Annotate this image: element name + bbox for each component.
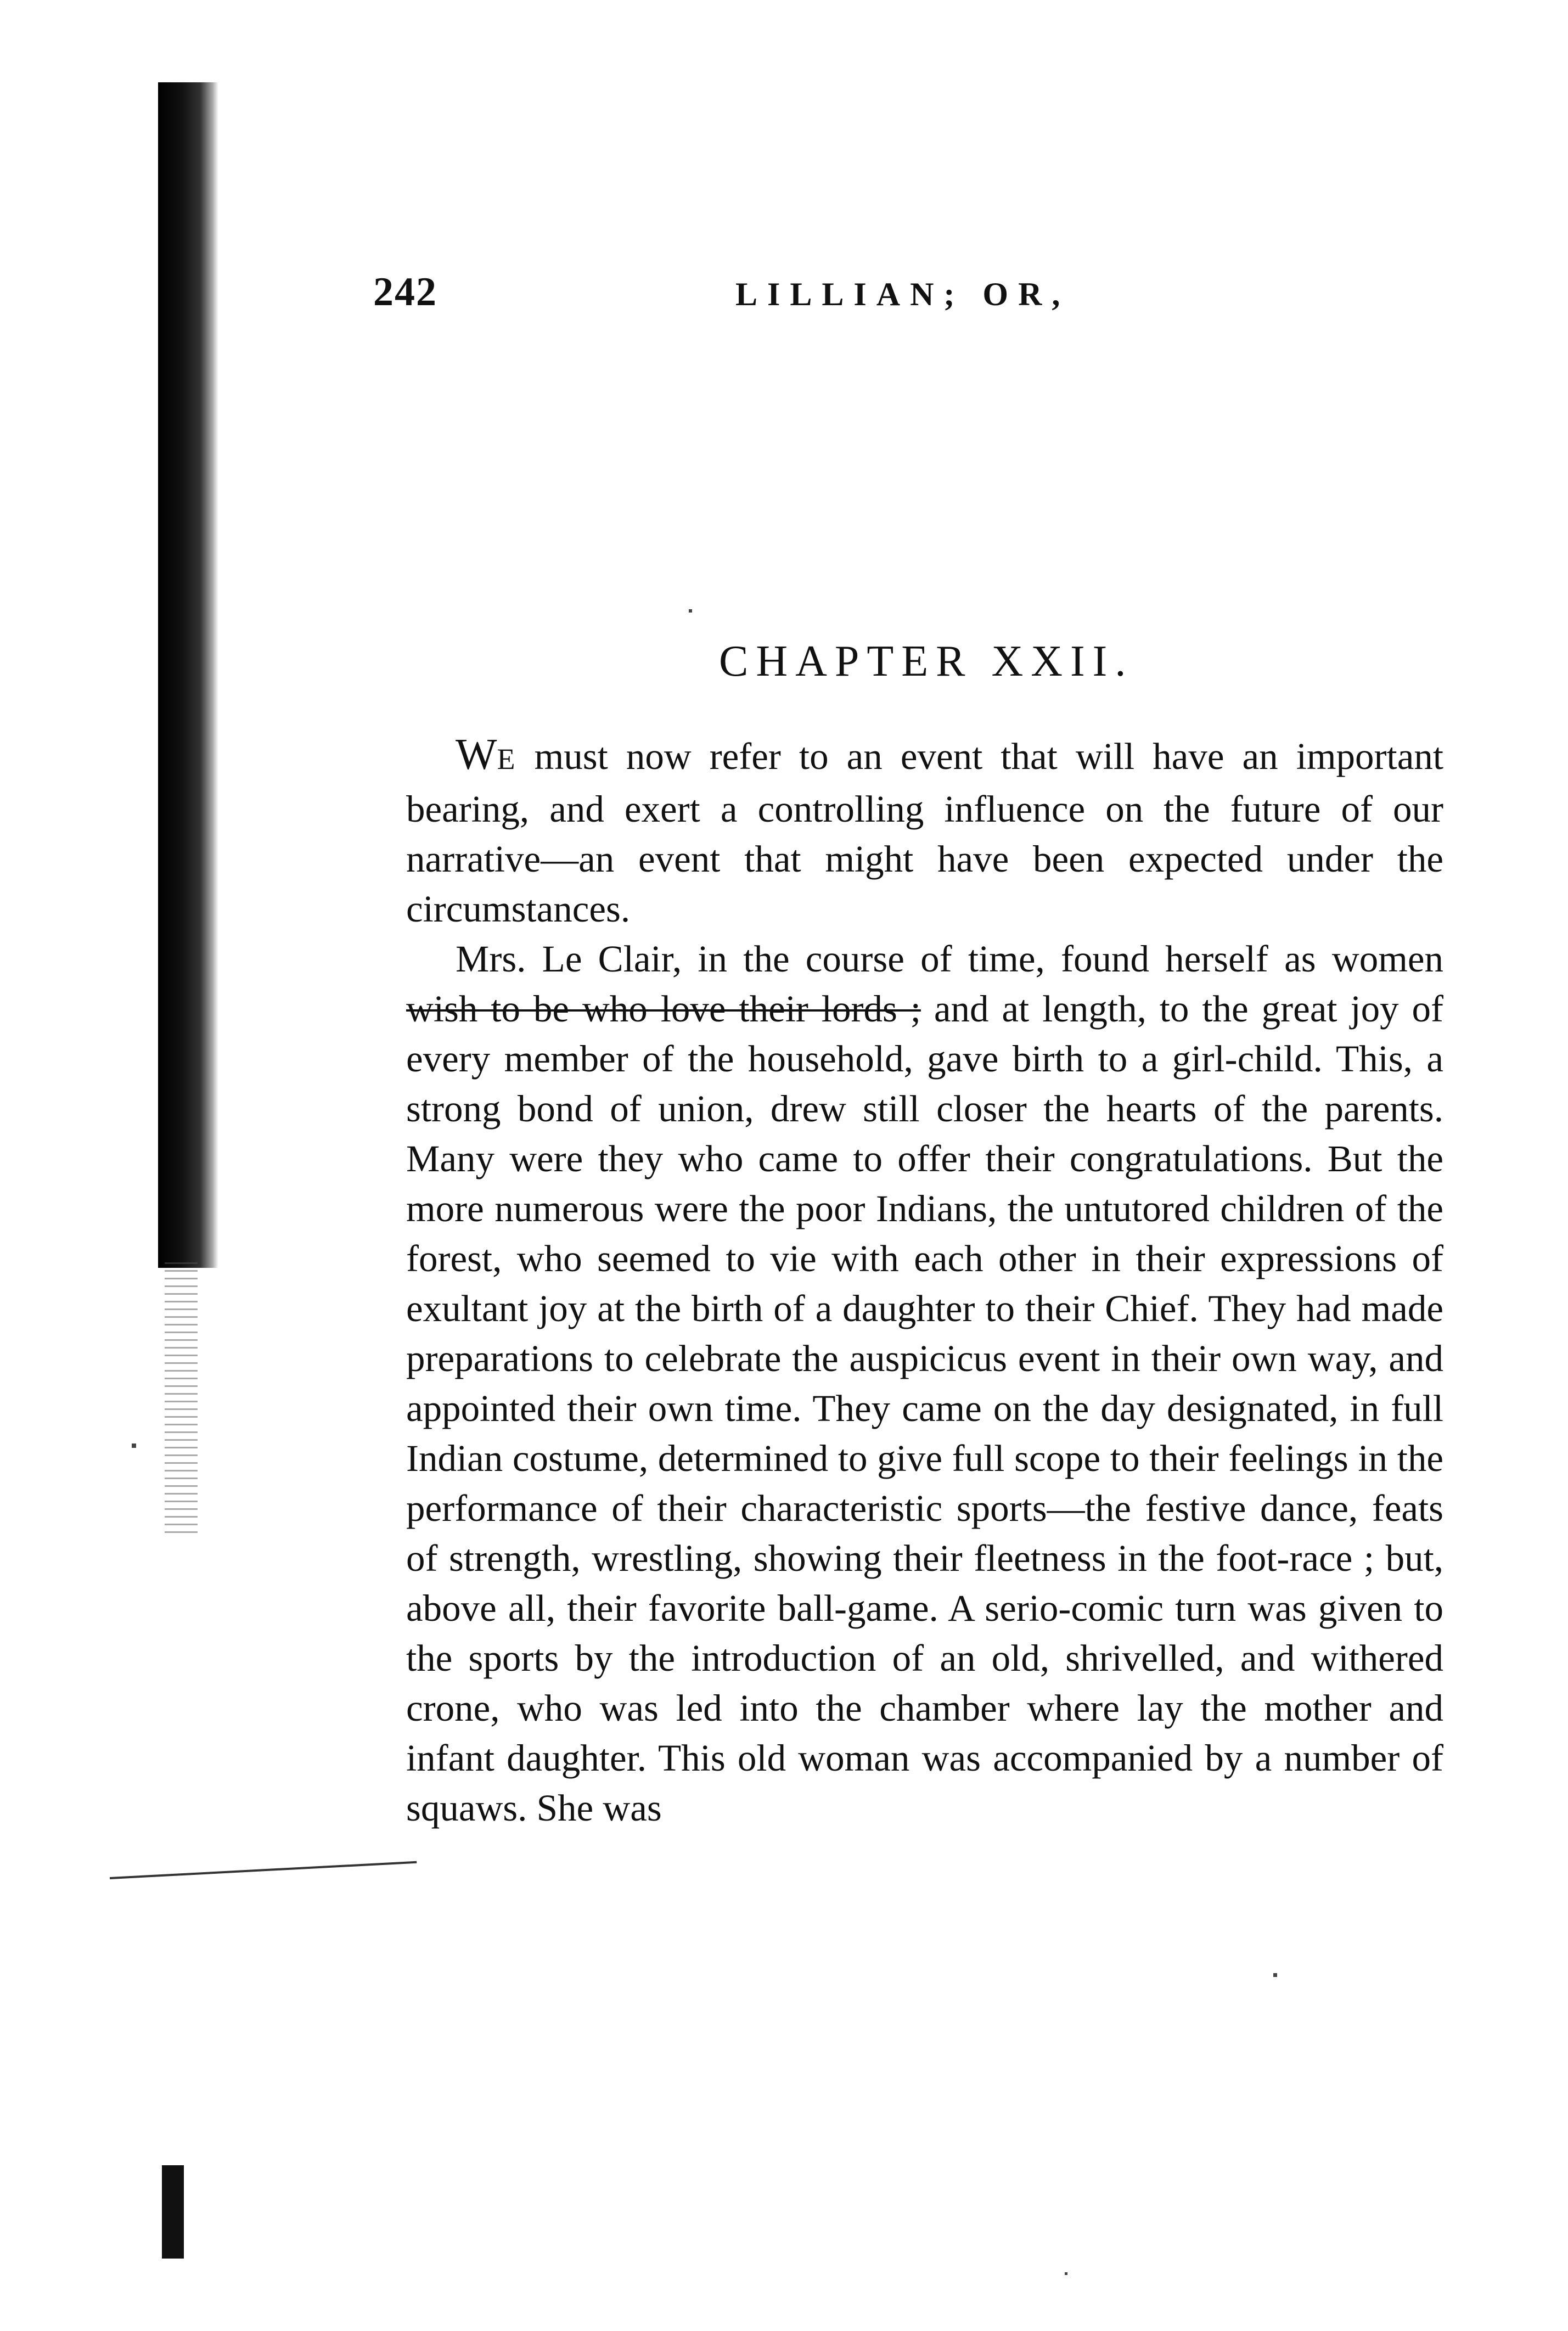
page-header	[373, 269, 1142, 346]
stray-speck	[132, 1443, 136, 1448]
body-text	[406, 730, 1443, 1833]
initial-letter: W	[456, 731, 497, 779]
stray-speck	[689, 609, 692, 613]
stray-pen-mark	[110, 1861, 417, 1879]
stray-speck	[1273, 1973, 1277, 1977]
struck-through-text: wish to be who love their lords ;	[406, 988, 921, 1030]
stray-speck	[1065, 2272, 1067, 2275]
chapter-title: CHAPTER XXII.	[719, 637, 1134, 686]
paragraph-1-text: must now refer to an event that will have an important bearing, and exert a controlling influence on the future of our narrative—an event that might have been expected under the circumstances.	[406, 735, 1443, 930]
binding-shadow-fade	[165, 1262, 198, 1537]
paragraph-1	[406, 730, 1443, 934]
binding-shadow	[158, 82, 218, 1268]
paragraph-2	[406, 934, 1443, 1833]
page-number: 242	[373, 269, 437, 314]
paragraph-2-text-end: and at length, to the great joy of every member of the household, gave birth to a girl-child. This, a strong bond of union, drew still closer the hearts of the parents. Many were they who came to offer their congratulations. But the more numerous were the poor Indians, the untutored children of the forest, who seemed to vie with each other in their expressions of exultant joy at the birth of a daughter to their Chief. They had made preparations to celebrate the auspicicus event in their own way, and appointed their own time. They came on the day designated, in full Indian costume, determined to give full scope to their feelings in the performance of their characteristic sports—the festive dance, feats of strength, wrestling, showing their fleetness in the foot-race ; but, above all, their favorite ball-game. A serio-comic turn was given to the sports by the introduction of an old, shrivelled, and withered crone, who was led into the chamber where lay the mother and infant daughter. This old woman was accompanied by a number of squaws. She was	[406, 988, 1443, 1829]
running-head: LILLIAN; OR,	[735, 276, 1070, 312]
initial-smallcap: E	[497, 743, 516, 776]
binding-shadow-bottom	[162, 2165, 184, 2259]
paragraph-2-text-start: Mrs. Le Clair, in the course of time, found herself as women	[456, 938, 1443, 980]
